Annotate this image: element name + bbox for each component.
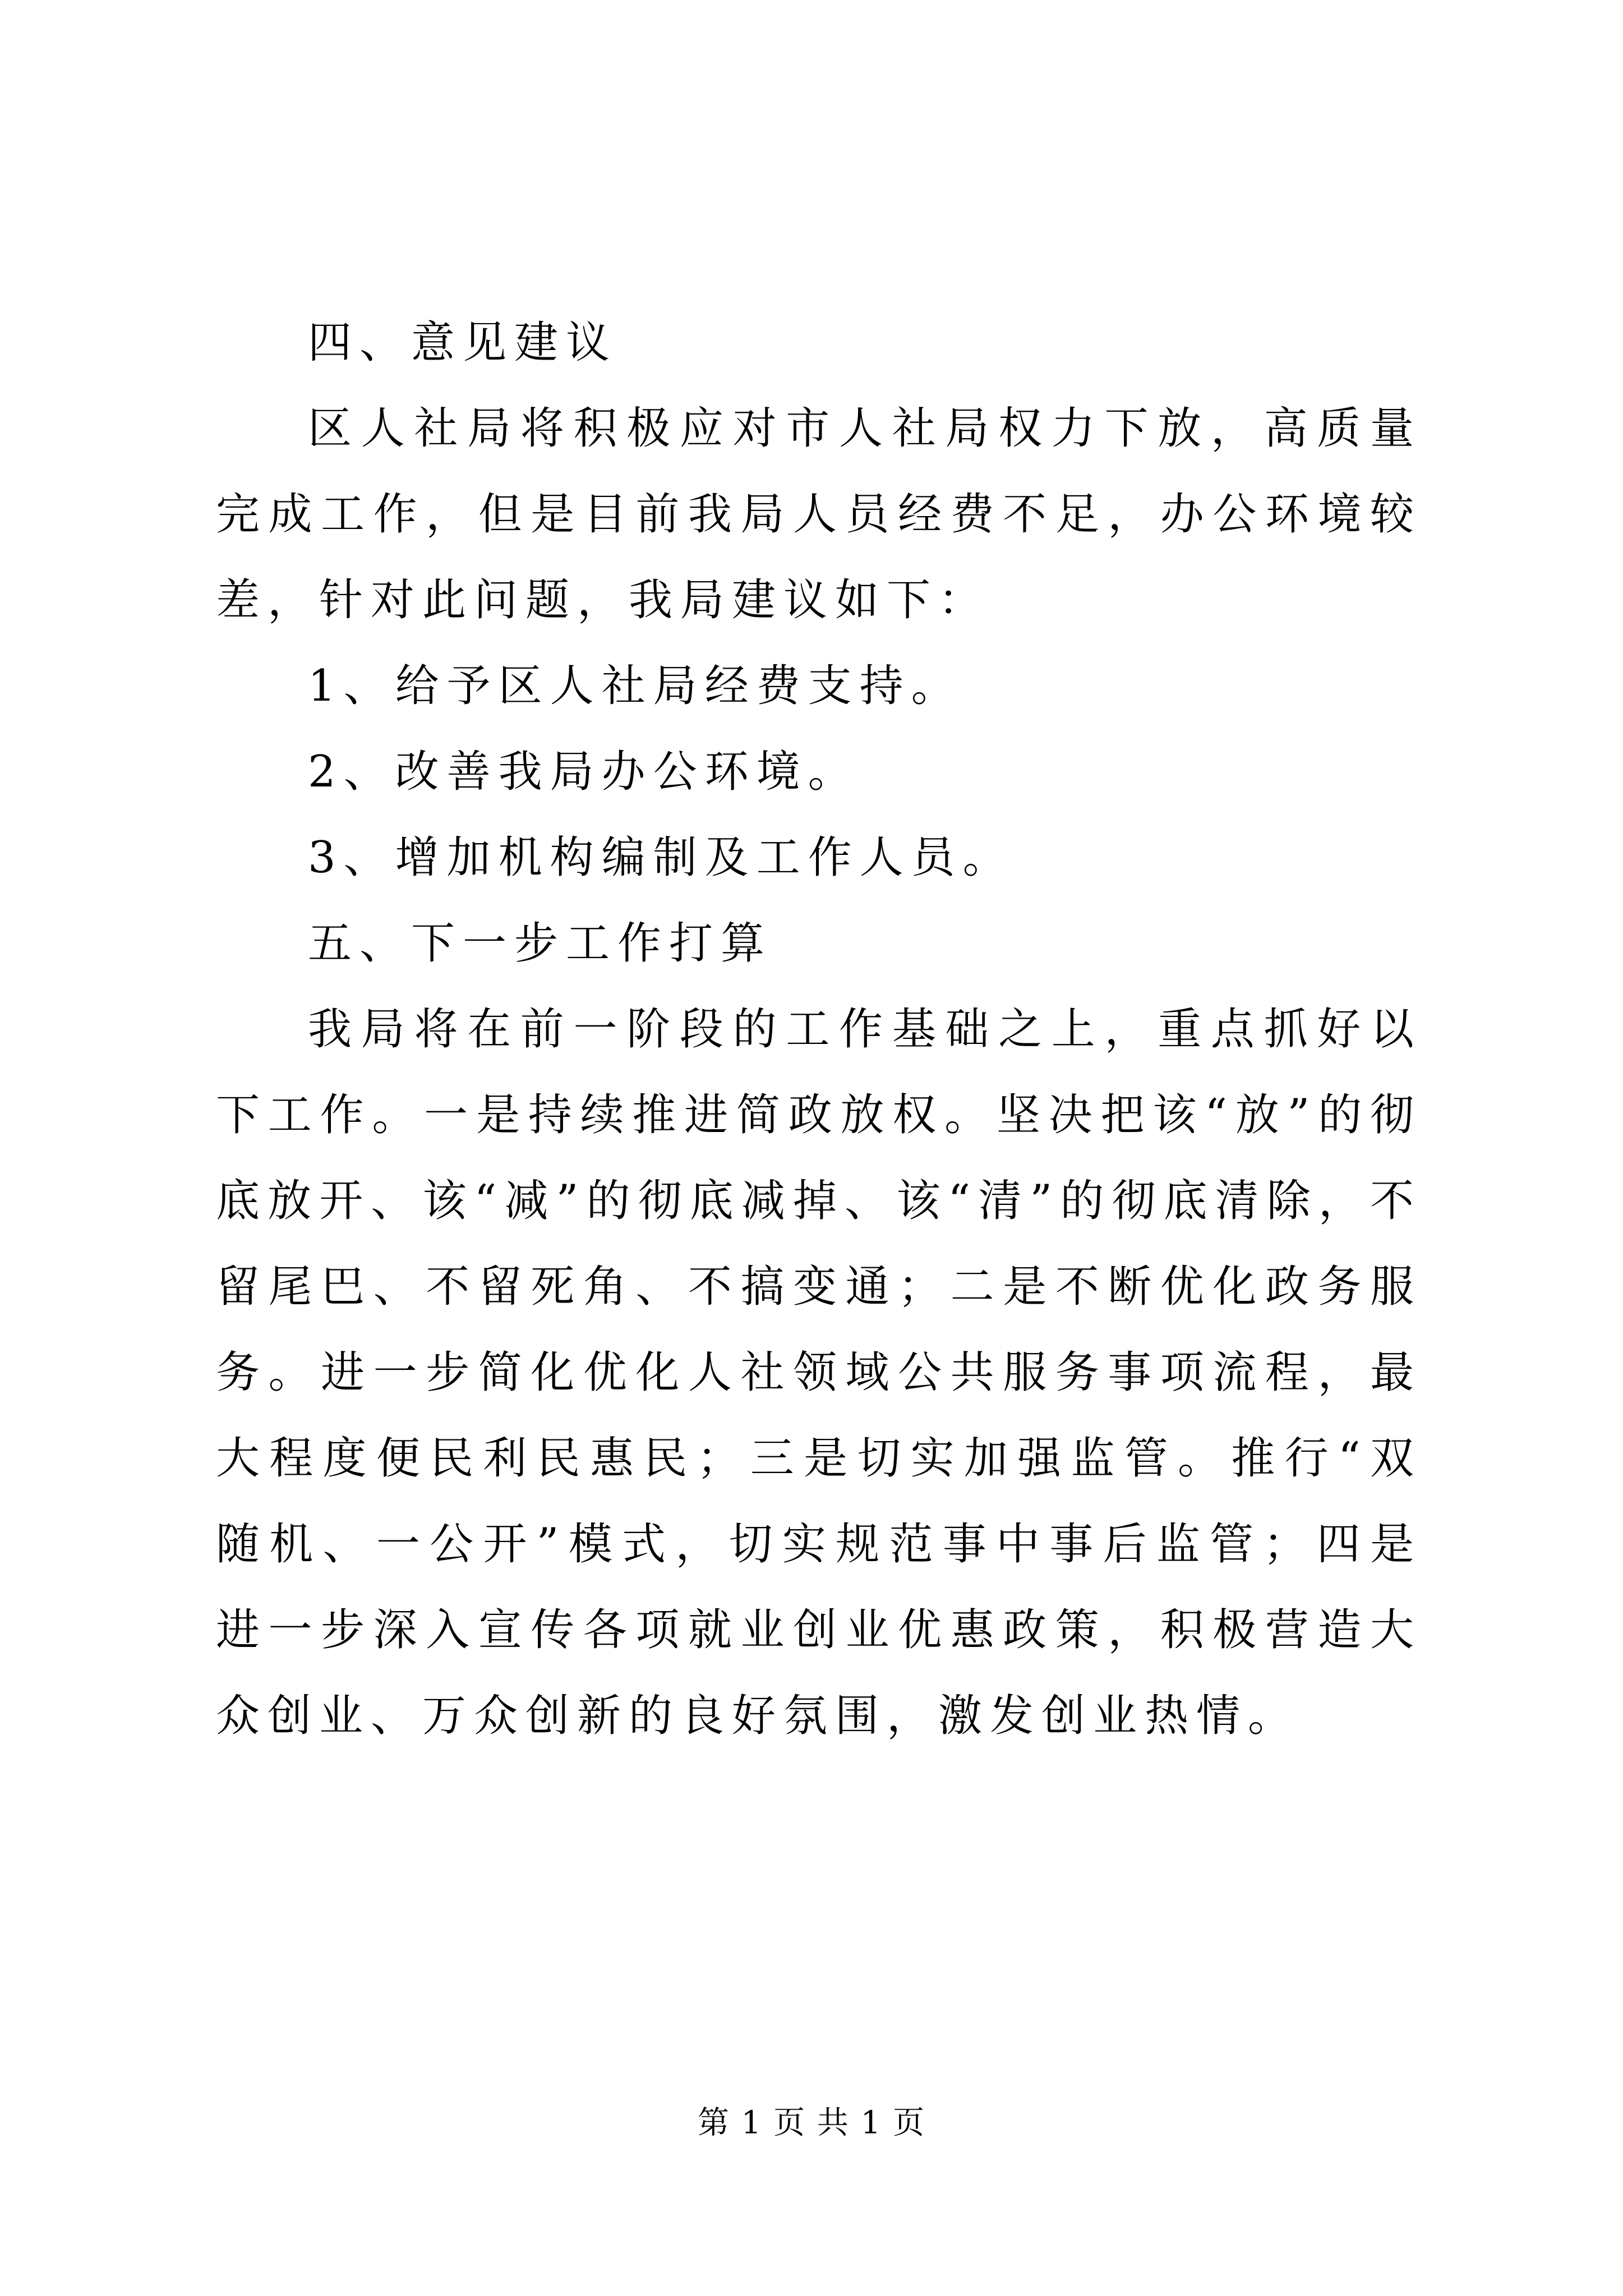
page-footer: 第 1 页 共 1 页 bbox=[697, 2105, 926, 2141]
document-body bbox=[216, 300, 1422, 1759]
list-item-suggestion-3: 3、增加机构编制及工作人员。 bbox=[308, 832, 1015, 883]
list-item-suggestion-2: 2、改善我局办公环境。 bbox=[308, 747, 860, 797]
heading-suggestions: 四、意见建议 bbox=[308, 318, 618, 368]
paragraph-next-steps: 我局将在前一阶段的工作基础之上，重点抓好以下工作。一是持续推进简政放权。坚决把该“放”的彻底放开、该“减”的彻底减掉、该“清”的彻底清除，不留尾巴、不留死角、不搞变通；二是不断优化政务服务。进一步简化优化人社领域公共服务事项流程，最大程度便民利民惠民；三是切实加强监管。推行“双随机、一公开”模式，切实规范事中事后监管；四是进一步深入宣传各项就业创业优惠政策，积极营造大众创业、万众创新的良好氛围，激发创业热情。 bbox=[216, 1004, 1422, 1741]
heading-next-steps: 五、下一步工作打算 bbox=[308, 918, 773, 969]
list-item-suggestion-1: 1、给予区人社局经费支持。 bbox=[308, 661, 963, 711]
paragraph-suggestions-intro: 区人社局将积极应对市人社局权力下放，高质量完成工作，但是目前我局人员经费不足，办公环境较差，针对此问题，我局建议如下： bbox=[216, 403, 1422, 625]
